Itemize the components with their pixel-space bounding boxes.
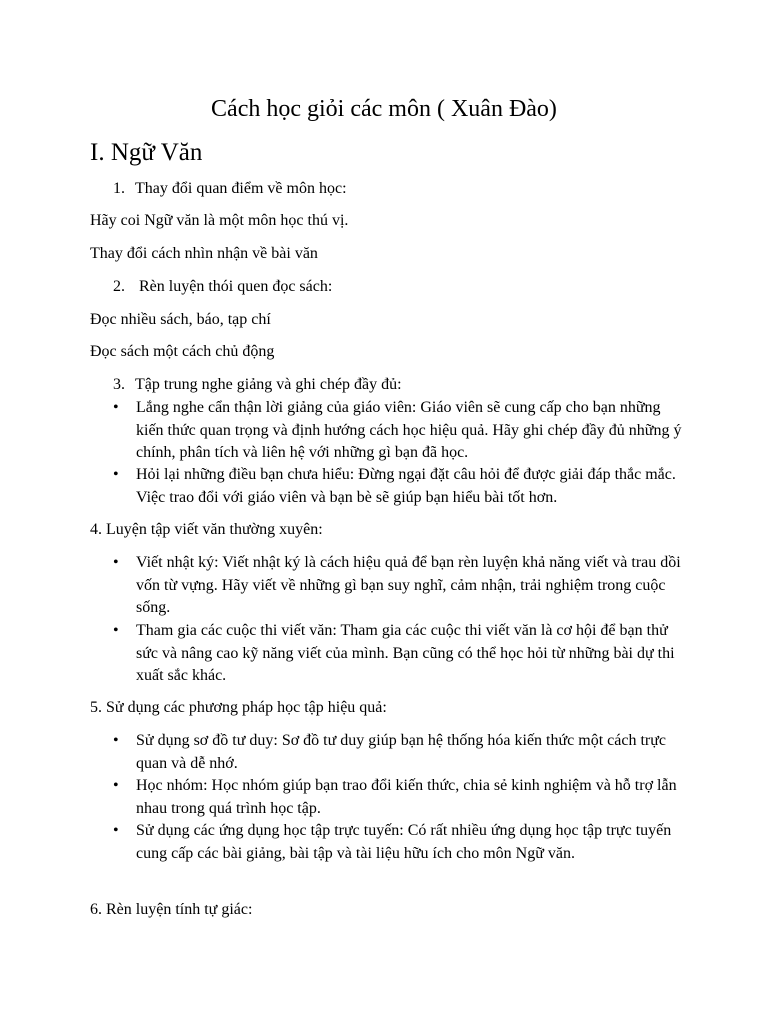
bullet-text: Lắng nghe cẩn thận lời giảng của giáo viên: Giáo viên sẽ cung cấp cho bạn những kiến thức quan trọng và định hướng cách học hiệu quả. Hãy ghi chép đầy đủ những ý chính, phân tích và liên hệ với những gì bạn đã học. [136, 399, 682, 461]
paragraph-7: 6. Rèn luyện tính tự giác: [90, 901, 253, 918]
paragraph-3: Đọc nhiều sách, báo, tạp chí [90, 311, 271, 328]
item-text: Thay đổi quan điểm về môn học: [135, 180, 347, 197]
paragraph-1: Hãy coi Ngữ văn là một môn học thú vị. [90, 212, 349, 229]
bullet-icon: • [113, 777, 119, 794]
bullet-icon: • [113, 466, 119, 483]
bullet-icon: • [113, 399, 119, 416]
document-title: Cách học giỏi các môn ( Xuân Đào) [211, 96, 557, 122]
bullet-item [113, 775, 683, 820]
numbered-item-1 [113, 178, 347, 200]
bullet-text: Sử dụng các ứng dụng học tập trực tuyến: Có rất nhiều ứng dụng học tập trực tuyến cung cấp các bài giảng, bài tập và tài liệu hữu ích cho môn Ngữ văn. [136, 822, 672, 862]
paragraph-4: Đọc sách một cách chủ động [90, 343, 275, 360]
bullet-text: Tham gia các cuộc thi viết văn: Tham gia các cuộc thi viết văn là cơ hội để bạn thử sức và nâng cao kỹ năng viết của mình. Bạn cũng có thể học hỏi từ những bài dự thi xuất sắc khác. [136, 622, 675, 684]
item-text: Tập trung nghe giảng và ghi chép đầy đủ: [135, 376, 402, 393]
numbered-item-2 [113, 276, 332, 298]
bullet-icon: • [113, 822, 119, 839]
item-text: Rèn luyện thói quen đọc sách: [139, 278, 333, 295]
bullet-item [113, 397, 683, 465]
section-heading: I. Ngữ Văn [90, 139, 203, 166]
bullet-text: Học nhóm: Học nhóm giúp bạn trao đổi kiến thức, chia sẻ kinh nghiệm và hỗ trợ lẫn nhau trong quá trình học tập. [136, 777, 677, 817]
bullet-item [113, 552, 683, 620]
paragraph-5: 4. Luyện tập viết văn thường xuyên: [90, 521, 323, 538]
paragraph-2: Thay đổi cách nhìn nhận về bài văn [90, 245, 318, 262]
item-number: 3. [113, 376, 125, 393]
bullet-item [113, 820, 683, 865]
bullet-item [113, 464, 683, 509]
bullet-text: Sử dụng sơ đồ tư duy: Sơ đồ tư duy giúp bạn hệ thống hóa kiến thức một cách trực quan và dễ nhớ. [136, 732, 666, 772]
paragraph-6: 5. Sử dụng các phương pháp học tập hiệu quả: [90, 699, 387, 716]
bullet-icon: • [113, 622, 119, 639]
bullet-icon: • [113, 732, 119, 749]
bullet-text: Hỏi lại những điều bạn chưa hiểu: Đừng ngại đặt câu hỏi để được giải đáp thắc mắc. Việc trao đổi với giáo viên và bạn bè sẽ giúp bạn hiểu bài tốt hơn. [136, 466, 676, 506]
bullet-item [113, 620, 683, 688]
numbered-item-3 [113, 374, 402, 396]
item-number: 1. [113, 180, 125, 197]
bullet-icon: • [113, 554, 119, 571]
item-number: 2. [113, 278, 125, 295]
bullet-item [113, 730, 683, 775]
bullet-text: Viết nhật ký: Viết nhật ký là cách hiệu quả để bạn rèn luyện khả năng viết và trau dồi vốn từ vựng. Hãy viết về những gì bạn suy nghĩ, cảm nhận, trải nghiệm trong cuộc sống. [136, 554, 681, 616]
